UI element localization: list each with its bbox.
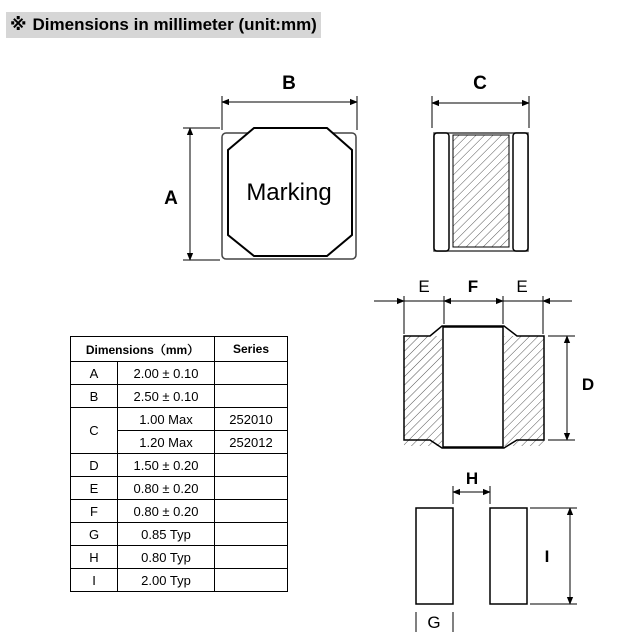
- dim-label-i: I: [544, 547, 550, 566]
- row-series: 252010: [215, 408, 288, 431]
- land-pad-left: [416, 508, 453, 604]
- side-view-winding: [453, 135, 509, 247]
- row-series: [215, 454, 288, 477]
- row-letter: D: [71, 454, 118, 477]
- row-series: [215, 569, 288, 592]
- dim-label-e-left: E: [418, 277, 430, 296]
- header-dimensions: Dimensions（mm）: [71, 337, 215, 362]
- dimensions-table: [70, 336, 288, 592]
- marking-label: Marking: [246, 179, 332, 206]
- section-title-text: Dimensions in millimeter (unit:mm): [32, 15, 317, 34]
- section-core: [443, 327, 503, 447]
- row-value: 0.80 ± 0.20: [118, 477, 215, 500]
- section-view: [374, 277, 594, 448]
- row-value: 2.00 ± 0.10: [118, 362, 215, 385]
- dim-label-a: A: [164, 188, 178, 209]
- table-row: [71, 454, 288, 477]
- row-letter: H: [71, 546, 118, 569]
- table-row: [71, 569, 288, 592]
- row-series: [215, 477, 288, 500]
- land-pattern: [416, 469, 577, 632]
- table-row: [71, 385, 288, 408]
- row-letter: A: [71, 362, 118, 385]
- side-view-right-cap: [513, 133, 528, 251]
- row-value: 1.50 ± 0.20: [118, 454, 215, 477]
- row-value: 0.85 Typ: [118, 523, 215, 546]
- table-row: [71, 500, 288, 523]
- row-letter: I: [71, 569, 118, 592]
- dim-label-b: B: [282, 73, 296, 94]
- land-pad-right: [490, 508, 527, 604]
- table-row: [71, 408, 288, 431]
- table-row: [71, 362, 288, 385]
- row-value: 2.50 ± 0.10: [118, 385, 215, 408]
- row-letter: B: [71, 385, 118, 408]
- row-series: [215, 500, 288, 523]
- table-row: [71, 523, 288, 546]
- header-series: Series: [215, 337, 288, 362]
- dim-label-c: C: [473, 73, 487, 94]
- table-row: [71, 546, 288, 569]
- row-value: 0.80 ± 0.20: [118, 500, 215, 523]
- dim-label-g: G: [427, 613, 441, 632]
- row-letter: F: [71, 500, 118, 523]
- row-series: [215, 385, 288, 408]
- row-value: 2.00 Typ: [118, 569, 215, 592]
- row-series: [215, 546, 288, 569]
- row-letter: G: [71, 523, 118, 546]
- dim-label-d: D: [581, 375, 595, 394]
- table-header-row: [71, 337, 288, 362]
- row-series: 252012: [215, 431, 288, 454]
- row-series: [215, 362, 288, 385]
- side-view-left-cap: [434, 133, 449, 251]
- row-value: 1.20 Max: [118, 431, 215, 454]
- row-value: 1.00 Max: [118, 408, 215, 431]
- row-letter: E: [71, 477, 118, 500]
- row-value: 0.80 Typ: [118, 546, 215, 569]
- row-series: [215, 523, 288, 546]
- dim-label-e-right: E: [516, 277, 528, 296]
- dim-label-f: F: [467, 277, 479, 296]
- table-row: [71, 477, 288, 500]
- reference-mark-icon: ※: [10, 15, 27, 34]
- top-view: [164, 73, 357, 260]
- row-letter: C: [71, 408, 118, 454]
- side-view: [432, 73, 529, 251]
- dim-label-h: H: [465, 469, 479, 488]
